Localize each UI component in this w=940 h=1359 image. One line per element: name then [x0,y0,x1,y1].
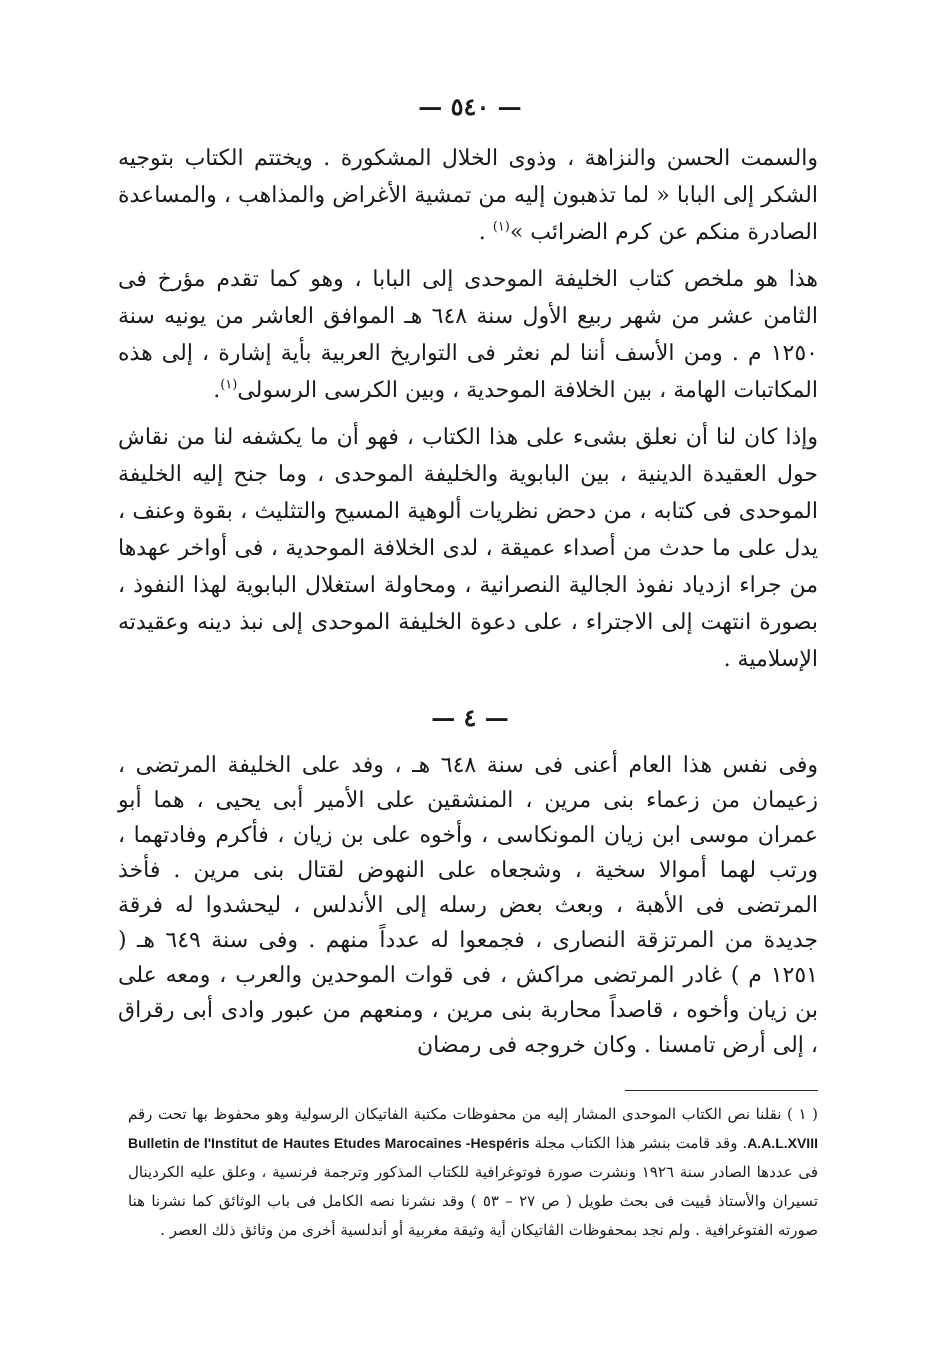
paragraph-2-text: هذا هو ملخص كتاب الخليفة الموحدى إلى البابا ، وهو كما تقدم مؤرخ فى الثامن عشر من شهر ربيع الأول سنة ٦٤٨ هـ الموافق العاشر من يونيه سنة ١٢٥٠ م . ومن الأسف أننا لم نعثر فى التواريخ العربية بأية إشارة ، إلى هذه المكاتبات الهامة ، بين الخلافة الموحدية ، وبين الكرسى الرسولى [118,267,818,403]
footnote-journal-title-2: Hautes Etudes Marocaines -Hespéris [283,1135,530,1151]
paragraph-2-tail: . [213,378,221,403]
footnote-divider [625,1090,818,1091]
paragraph-1 [118,140,818,251]
footnote-block [128,1100,818,1245]
main-text-block [118,140,818,688]
paragraph-2 [118,261,818,409]
paragraph-3: وإذا كان لنا أن نعلق بشىء على هذا الكتاب ، فهو أن ما يكشفه لنا من نقاش حول العقيدة الدينية ، بين البابوية والخليفة الموحدى ، وما جنح إليه الخليفة الموحدى فى كتابه ، من دحض نظريات ألوهية المسيح والتثليث ، بقوة وعنف ، يدل على ما حدث من أصداء عميقة ، لدى الخلافة الموحدية ، فى أواخر عهدها من جراء ازدياد نفوذ الجالية النصرانية ، ومحاولة استغلال البابوية لهذا النفوذ ، بصورة انتهت إلى الاجتراء ، على دعوة الخليفة الموحدى إلى نبذ دينه وعقيدته الإسلامية . [118,425,818,672]
footnote-ref-1[interactable]: (١) [492,219,510,235]
footnote-text-3: فى عددها الصادر سنة ١٩٢٦ ونشرت صورة فوتوغرافية للكتاب المذكور وترجمة فرنسية ، وعلق عليه الكردينال تسيران والأستاذ ڤييت فى بحث طويل ( ص ٢٧ – ٥٣ ) وقد نشرنا نصه الكامل فى باب الوثائق كما نشرنا هنا صورته الفتوغرافية . ولم نجد بمحفوظات الڤاتيكان أية وثيقة مغربية أو أندلسية أخرى من وثائق ذلك العصر . [128,1163,818,1239]
footnote-journal-title-1: Bulletin de l'Institut de [128,1135,279,1151]
section-paragraph-1: وفى نفس هذا العام أعنى فى سنة ٦٤٨ هـ ، وفد على الخليفة المرتضى ، زعيمان من زعماء بنى مرين ، المنشقين على الأمير أبى يحيى ، هما أبو عمران موسى ابن زيان المونكاسى ، وأخوه على بن زيان ، فأكرم وفادتهما ، ورتب لهما أموالا سخية ، وشجعاه على النهوض لقتال بنى مرين . فأخذ المرتضى فى الأهبة ، وبعث بعض رسله إلى الأندلس ، ليحشدوا له فرقة جديدة من المرتزقة النصارى ، فجمعوا له عدداً منهم . وفى سنة ٦٤٩ هـ ( ١٢٥١ م ) غادر المرتضى مراكش ، فى قوات الموحدين والعرب ، ومعه على بن زيان وأخوه ، قاصداً محاربة بنى مرين ، ومنعهم من عبور وادى أبى رقراق ، إلى أرض تامسنا . وكان خروجه فى رمضان [118,753,819,1058]
footnote-text-1: ( ١ ) نقلنا نص الكتاب الموحدى المشار إليه من محفوظات مكتبة الفاتيكان الرسولية وهو محفوظ بها تحت رقم [128,1105,818,1123]
paragraph-1-tail: . [478,220,493,245]
paragraph-1-text: والسمت الحسن والنزاهة ، وذوى الخلال المشكورة . ويختتم الكتاب بتوجيه الشكر إلى البابا « لما تذهبون إليه من تمشية الأغراض والمذاهب ، والمساعدة الصادرة منكم عن كرم الضرائب » [118,146,818,245]
footnote-text-2: . وقد قامت بنشر هذا الكتاب مجلة [529,1134,748,1152]
section-text-block [118,748,818,1073]
page-number: — ٥٤٠ — [418,92,522,121]
footnote-ref-code: A.A.L.XVIII [747,1135,818,1151]
section-marker: — ٤ — [431,703,509,732]
footnote-ref-2[interactable]: (١) [220,377,238,393]
